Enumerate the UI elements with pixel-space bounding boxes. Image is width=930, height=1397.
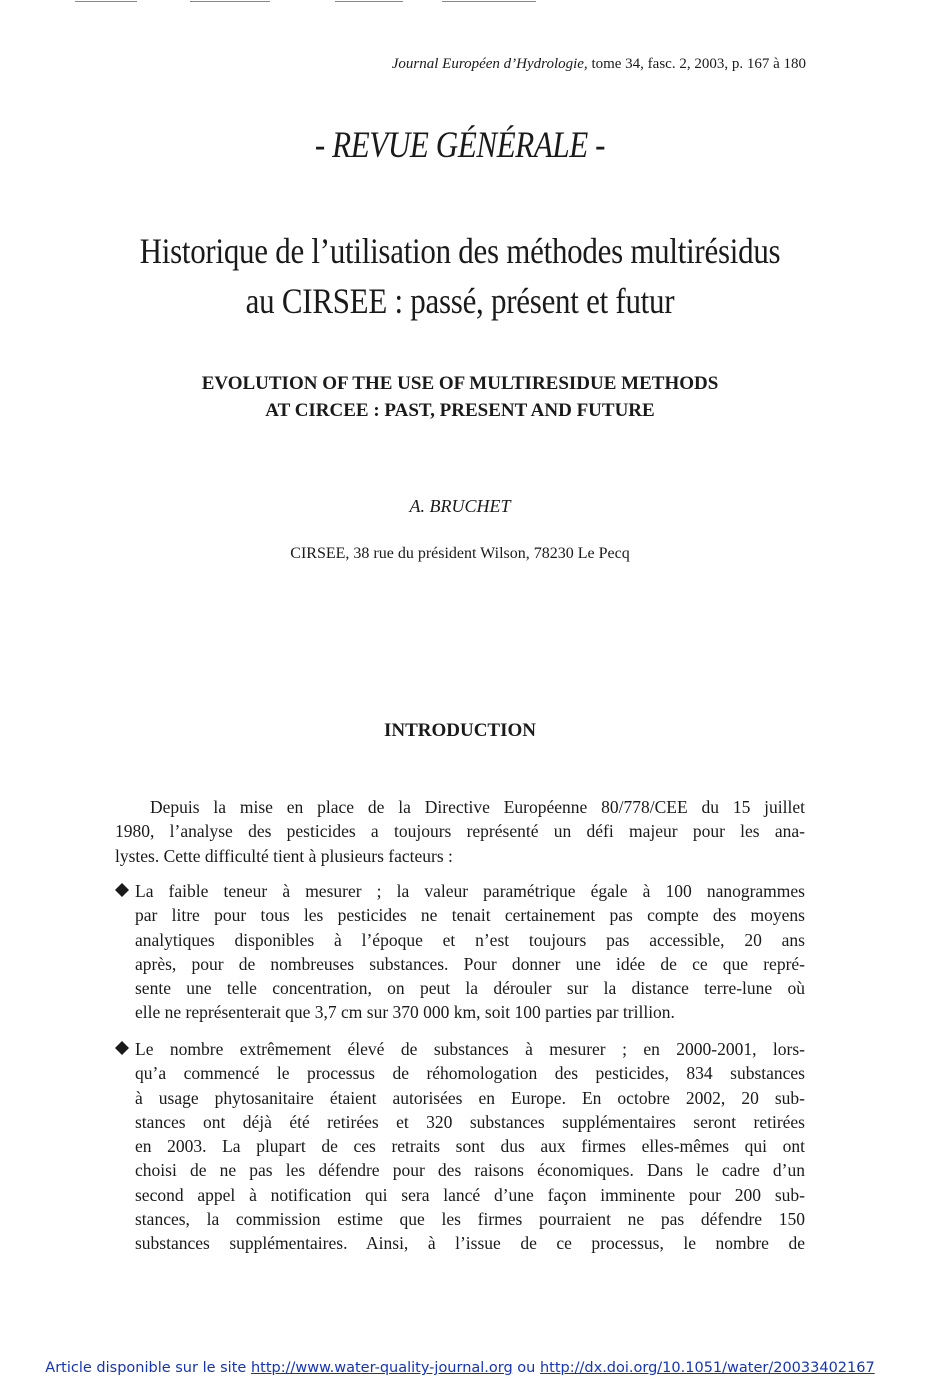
bullet-line: substances supplémentaires. Ainsi, à l’issue de ce processus, le nombre de (135, 1233, 805, 1254)
bullet-line: analytiques disponibles à l’époque et n’est toujours pas accessible, 20 ans (135, 929, 805, 950)
bullet-line: sente une telle concentration, on peut la dérouler sur la distance terre-lune où (135, 978, 805, 999)
bullet-line: après, pour de nombreuses substances. Pour donner une idée de ce que repré- (135, 953, 805, 974)
section-kicker: - REVUE GÉNÉRALE - (314, 125, 606, 166)
intro-paragraph (115, 795, 805, 868)
bullet-line: elle ne représenterait que 3,7 cm sur 370 000 km, soit 100 parties par trillion. (135, 1002, 675, 1023)
introduction-heading: INTRODUCTION (383, 720, 537, 741)
paragraph-line: lystes. Cette difficulté tient à plusieurs facteurs : (115, 845, 453, 866)
french-title-line: Historique de l’utilisation des méthodes multirésidus (139, 231, 781, 271)
journal-details: tome 34, fasc. 2, 2003, p. 167 à 180 (587, 56, 806, 72)
english-title-line: EVOLUTION OF THE USE OF MULTIRESIDUE METHODS (201, 373, 719, 394)
bullet-line: stances ont déjà été retirées et 320 substances supplémentaires seront retirées (135, 1111, 805, 1132)
english-title-line: AT CIRCEE : PAST, PRESENT AND FUTURE (265, 400, 655, 421)
bullet-line: à usage phytosanitaire étaient autorisées en Europe. En octobre 2002, 20 sub- (135, 1087, 805, 1108)
footer-availability (0, 1360, 920, 1376)
author-name: A. BRUCHET (409, 496, 511, 516)
french-title-line: au CIRSEE : passé, présent et futur (245, 281, 675, 321)
bullet-line: par litre pour tous les pesticides ne tenait certainement pas compte des moyens (135, 905, 805, 926)
diamond-bullet-icon (115, 883, 129, 897)
bullet-line: choisi de ne pas les défendre pour des raisons économiques. Dans le cadre d’un (135, 1160, 805, 1181)
paragraph-line: 1980, l’analyse des pesticides a toujours représenté un défi majeur pour les ana- (115, 821, 805, 842)
top-scan-rules (0, 0, 930, 4)
bullet-line: en 2003. La plupart de ces retraits sont dus aux firmes elles-mêmes qui ont (135, 1136, 805, 1157)
bullet-line: second appel à notification qui sera lancé d’une façon imminente pour 200 sub- (135, 1184, 805, 1205)
diamond-bullet-icon (115, 1041, 129, 1055)
footer-prefix: Article disponible sur le site (45, 1360, 251, 1376)
doi-link[interactable]: http://dx.doi.org/10.1051/water/20033402167 (539, 1360, 875, 1376)
bullet-line: qu’a commencé le processus de réhomologation des pesticides, 834 substances (135, 1063, 805, 1084)
bullet-item-low-concentration (115, 879, 805, 1025)
journal-site-link[interactable]: http://www.water-quality-journal.org (250, 1360, 513, 1376)
bullet-line: stances, la commission estime que les firmes pourraient ne pas défendre 150 (135, 1209, 805, 1230)
english-title (0, 370, 920, 424)
footer-middle: ou (512, 1360, 540, 1376)
bullet-line: Le nombre extrêmement élevé de substances à mesurer ; en 2000-2001, lors- (135, 1039, 805, 1059)
author-affiliation: CIRSEE, 38 rue du président Wilson, 78230 Le Pecq (290, 545, 630, 562)
paragraph-line: Depuis la mise en place de la Directive Européenne 80/778/CEE du 15 juillet (150, 797, 805, 817)
bullet-line: La faible teneur à mesurer ; la valeur paramétrique égale à 100 nanogrammes (135, 881, 805, 901)
journal-name: Journal Européen d’Hydrologie, (391, 56, 588, 72)
french-title (64, 226, 855, 326)
journal-reference (392, 56, 806, 73)
bullet-item-substance-count (115, 1037, 805, 1256)
